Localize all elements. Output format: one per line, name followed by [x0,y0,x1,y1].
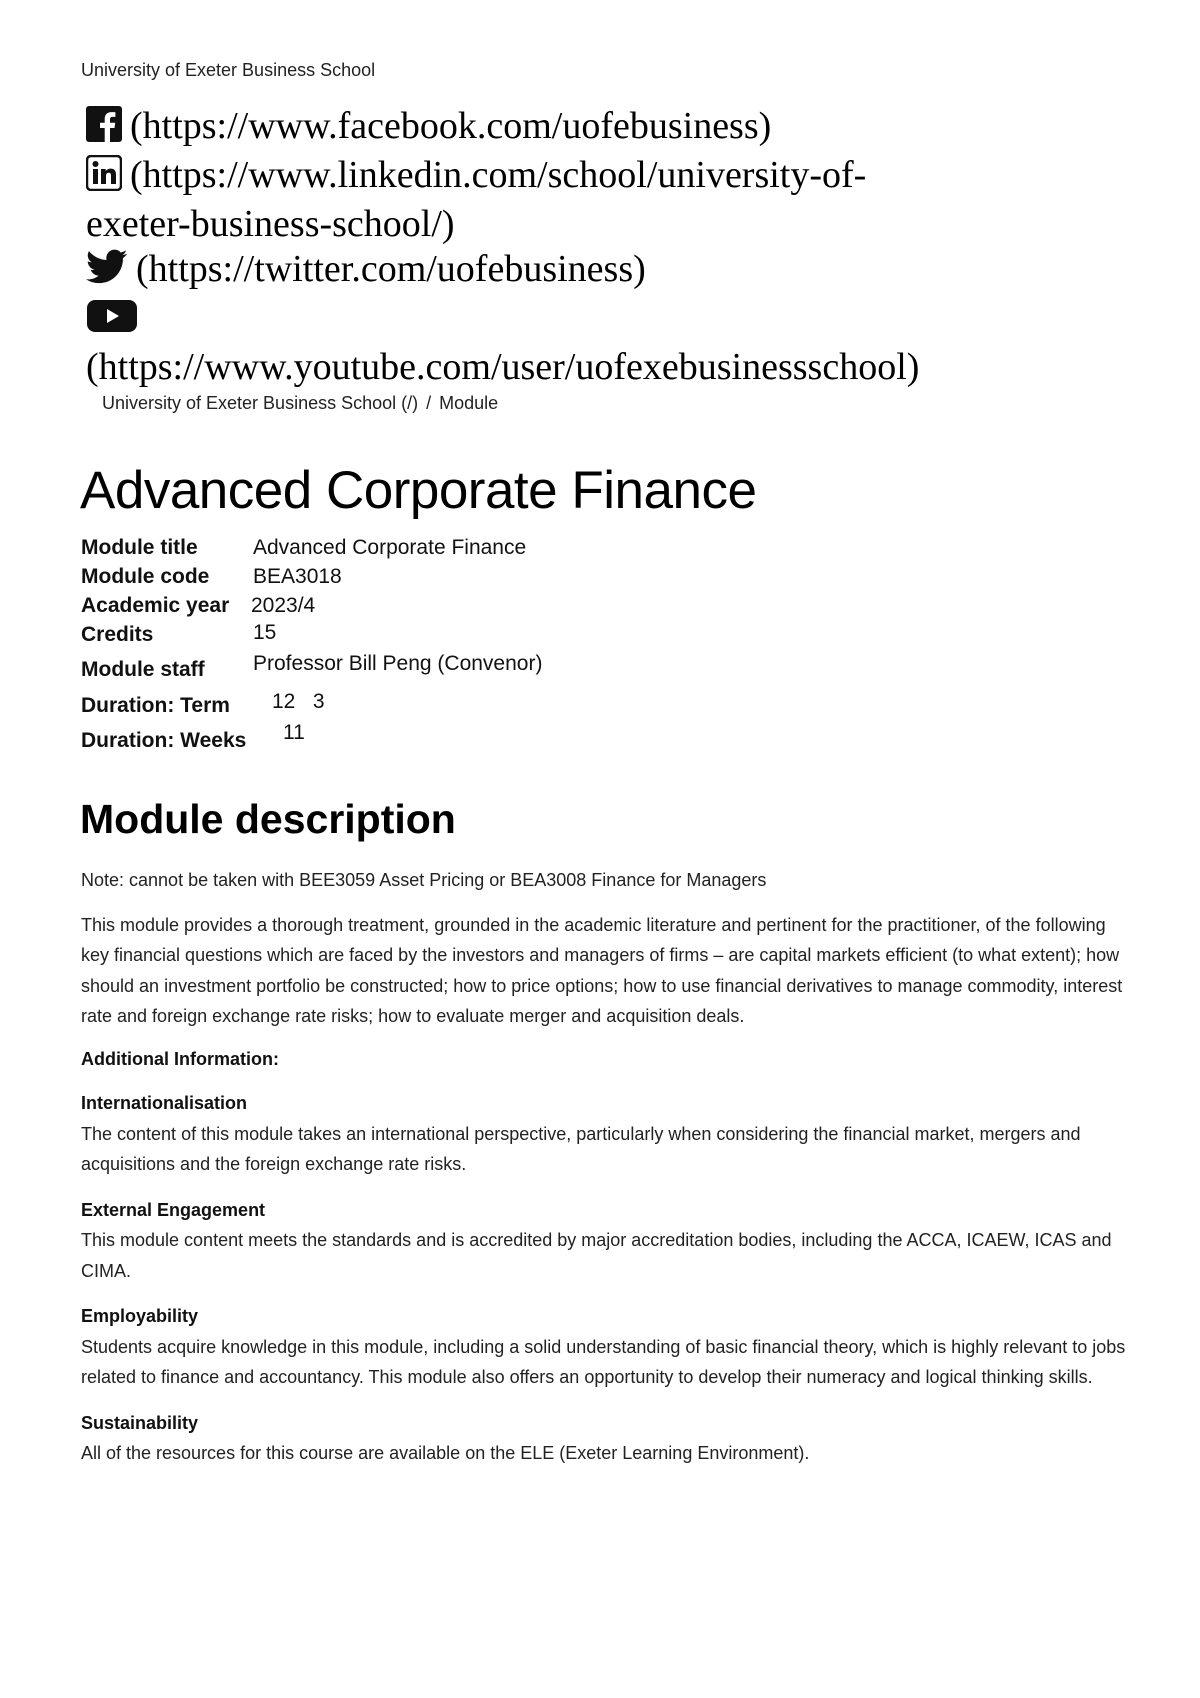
section-heading: Employability [81,1306,199,1326]
section-employability [81,1301,1131,1393]
section-heading: Internationalisation [81,1093,248,1113]
intro-text: This module provides a thorough treatment, grounded in the academic literature and pertinent for the practitioner, of the following key financial questions which are faced by the investors and managers of firms – are capital markets efficient (to what extent); how should an investment portfolio be constructed; how to price options; how to use financial derivatives to manage commodity, interest rate and foreign exchange rate risks; how to evaluate merger and acquisition deals. [81,914,1123,1026]
module-description [81,865,1131,1484]
section-internationalisation [81,1088,1131,1180]
twitter-icon [86,249,128,296]
twitter-link[interactable] [86,247,1136,296]
section-sustainability [81,1408,1131,1469]
facebook-link[interactable] [86,104,1136,153]
info-value: 15 [253,621,277,644]
info-label: Credits [81,623,154,646]
breadcrumb [102,393,498,414]
linkedin-url-line1: (https://www.linkedin.com/school/university-of- [130,154,867,196]
breadcrumb-current: Module [439,393,499,413]
youtube-url: (https://www.youtube.com/user/uofexebusinessschool) [86,346,920,388]
info-value: 11 [283,721,305,744]
facebook-icon [86,106,122,153]
section-heading: External Engagement [81,1199,266,1220]
section-external-engagement [81,1195,1131,1287]
info-label: Module staff [81,658,205,681]
section-text: This module content meets the standards and is accredited by major accreditation bodies, including the ACCA, ICAEW, ICAS and CIMA. [81,1230,1112,1281]
info-value: 2023/4 [251,594,316,617]
section-text: All of the resources for this course are available on the ELE (Exeter Learning Environment). [81,1443,810,1463]
school-header: University of Exeter Business School [81,60,376,80]
info-label: Module title [81,536,198,559]
page-title: Advanced Corporate Finance [80,461,757,520]
youtube-link[interactable] [86,296,1136,390]
youtube-icon [86,298,138,345]
info-value: BEA3018 [253,565,342,588]
note-text: Note: cannot be taken with BEE3059 Asset Pricing or BEA3008 Finance for Managers [81,870,767,890]
info-label: Duration: Weeks [81,729,247,752]
linkedin-url-line2: exeter-business-school/) [86,203,455,245]
breadcrumb-home-link[interactable]: University of Exeter Business School (/) [102,393,419,413]
section-title: Module description [80,796,456,842]
social-links [86,104,1136,390]
info-value: Professor Bill Peng (Convenor) [253,652,543,675]
info-label: Academic year [81,594,230,617]
linkedin-icon [86,155,122,202]
breadcrumb-separator: / [426,393,432,413]
info-value: 12 3 [272,690,325,713]
section-text: Students acquire knowledge in this module, including a solid understanding of basic financial theory, which is highly relevant to jobs related to finance and accountancy. This module also offers an opportunity to develop their numeracy and logical thinking skills. [81,1336,1126,1387]
info-label: Module code [81,565,210,588]
linkedin-link[interactable] [86,153,1136,247]
twitter-url: (https://twitter.com/uofebusiness) [136,248,646,290]
section-text: The content of this module takes an international perspective, particularly when considering the financial market, mergers and acquisitions and the foreign exchange rate risks. [81,1123,1081,1174]
section-heading: Sustainability [81,1412,199,1433]
info-value: Advanced Corporate Finance [253,536,527,559]
info-label: Duration: Term [81,694,230,717]
facebook-url: (https://www.facebook.com/uofebusiness) [130,105,772,147]
additional-info-label: Additional Information: [81,1048,279,1069]
